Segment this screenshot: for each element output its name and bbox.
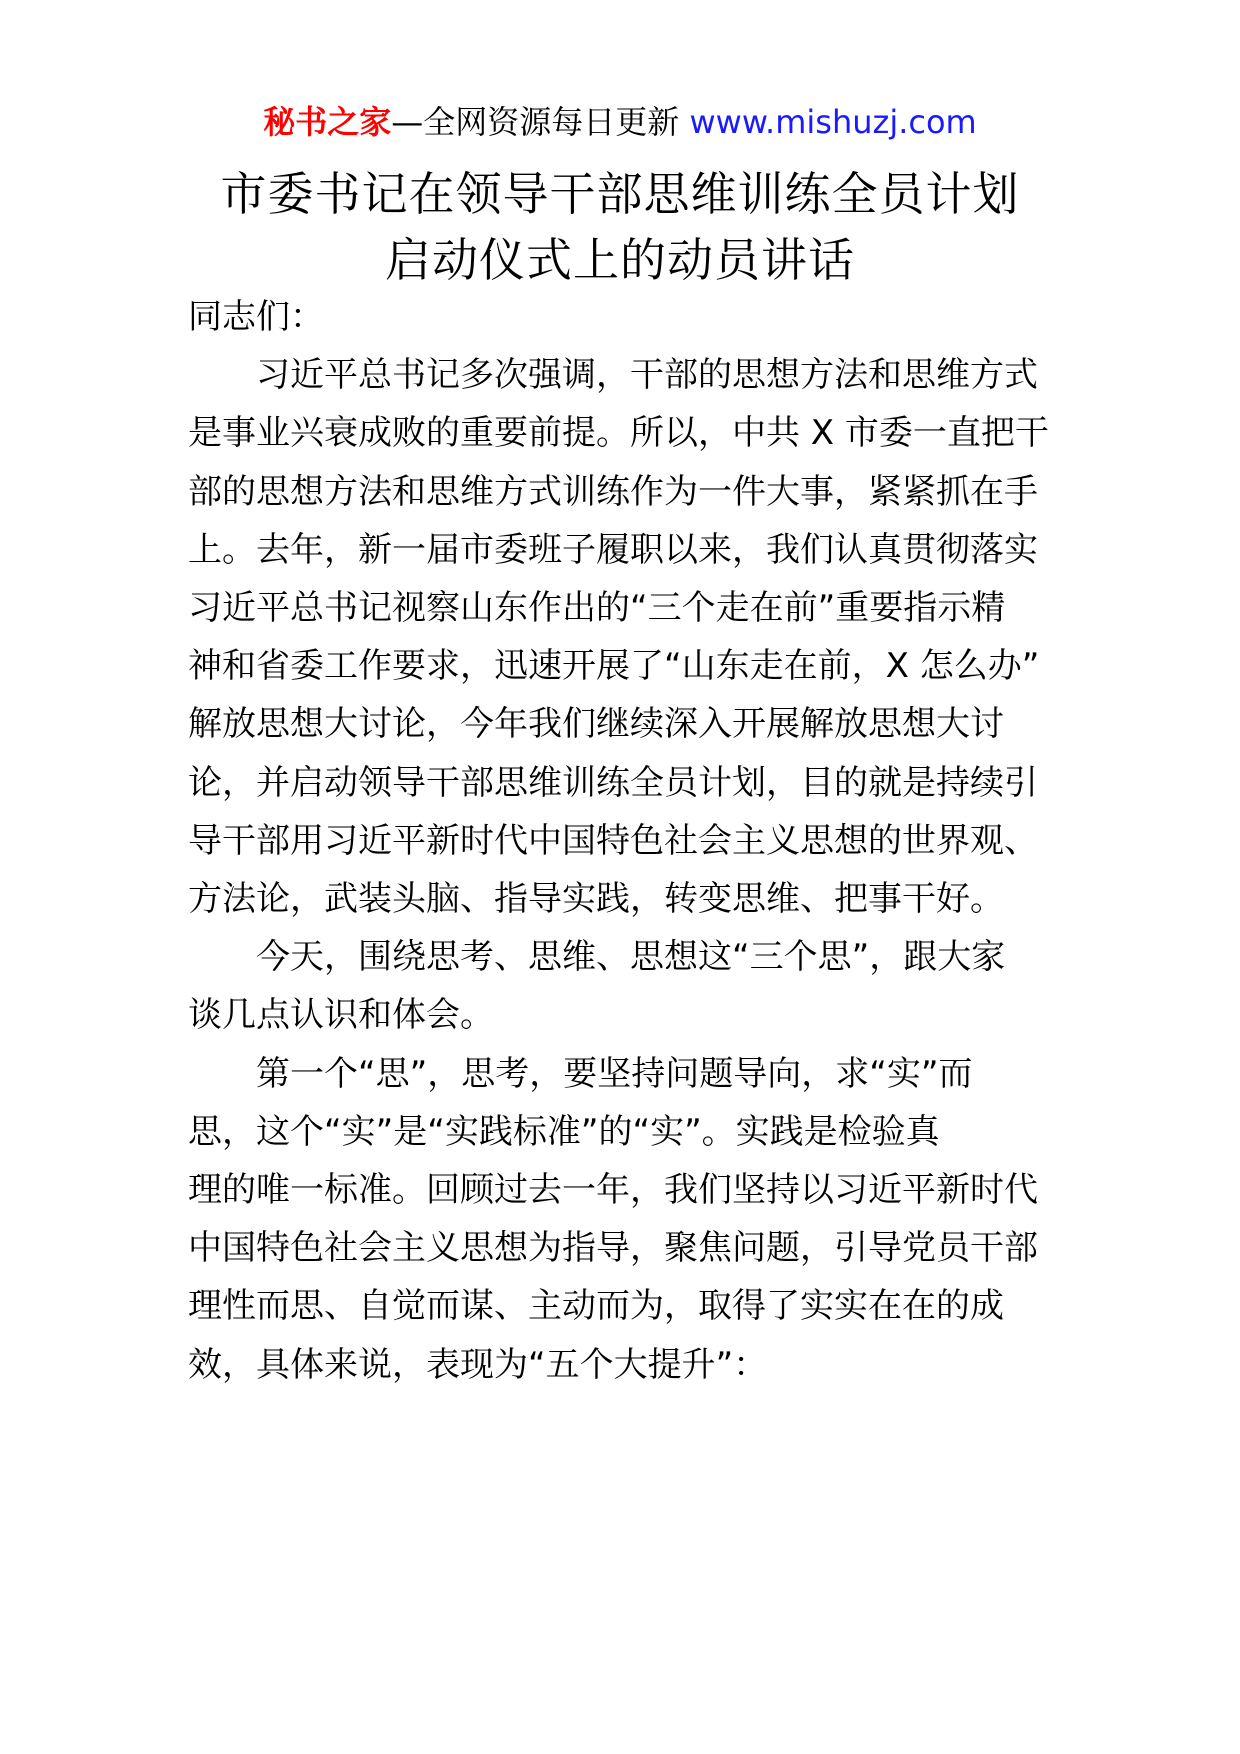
body-line: 中国特色社会主义思想为指导，聚焦问题，引导党员干部 xyxy=(188,1228,1038,1269)
body-line: 习近平总书记视察山东作出的“三个走在前”重要指示精 xyxy=(188,588,1006,628)
body-line: 神和省委工作要求，迅速开展了“山东走在前，X 怎么办” xyxy=(188,646,1040,687)
body-line: 效，具体来说，表现为“五个大提升”： xyxy=(188,1344,768,1385)
body-line: 第一个“思”，思考，要坚持问题导向，求“实”而 xyxy=(188,1053,973,1094)
body-line: 导干部用习近平新时代中国特色社会主义思想的世界观、 xyxy=(188,820,1038,861)
document-title-line-1: 市委书记在领导干部思维训练全员计划 xyxy=(220,167,1020,221)
body-line: 部的思想方法和思维方式训练作为一件大事，紧紧抓在手 xyxy=(188,471,1038,512)
document-title-line-2: 启动仪式上的动员讲话 xyxy=(385,233,855,287)
brand-name: 秘书之家 xyxy=(263,103,392,141)
site-header xyxy=(0,102,1240,142)
body-line: 理性而思、自觉而谋、主动而为，取得了实实在在的成 xyxy=(188,1286,1004,1327)
body-line: 同志们： xyxy=(188,297,324,337)
body-line: 上。去年，新一届市委班子履职以来，我们认真贯彻落实 xyxy=(188,529,1038,570)
body-line: 思，这个“实”是“实践标准”的“实”。实践是检验真 xyxy=(188,1111,940,1152)
body-line: 今天，围绕思考、思维、思想这“三个思”，跟大家 xyxy=(188,937,1006,978)
body-line: 解放思想大讨论，今年我们继续深入开展解放思想大讨 xyxy=(188,704,1004,745)
body-line: 方法论，武装头脑、指导实践，转变思维、把事干好。 xyxy=(188,879,1004,919)
header-tagline: —全网资源每日更新 xyxy=(391,103,690,141)
site-url-link[interactable]: www.mishuzj.com xyxy=(689,103,977,141)
body-line: 是事业兴衰成败的重要前提。所以，中共 X 市委一直把干 xyxy=(188,413,1049,454)
body-line: 习近平总书记多次强调，干部的思想方法和思维方式 xyxy=(188,355,1038,396)
body-line: 谈几点认识和体会。 xyxy=(188,995,494,1036)
body-line: 理的唯一标准。回顾过去一年，我们坚持以习近平新时代 xyxy=(188,1170,1038,1210)
body-line: 论，并启动领导干部思维训练全员计划，目的就是持续引 xyxy=(188,762,1038,803)
